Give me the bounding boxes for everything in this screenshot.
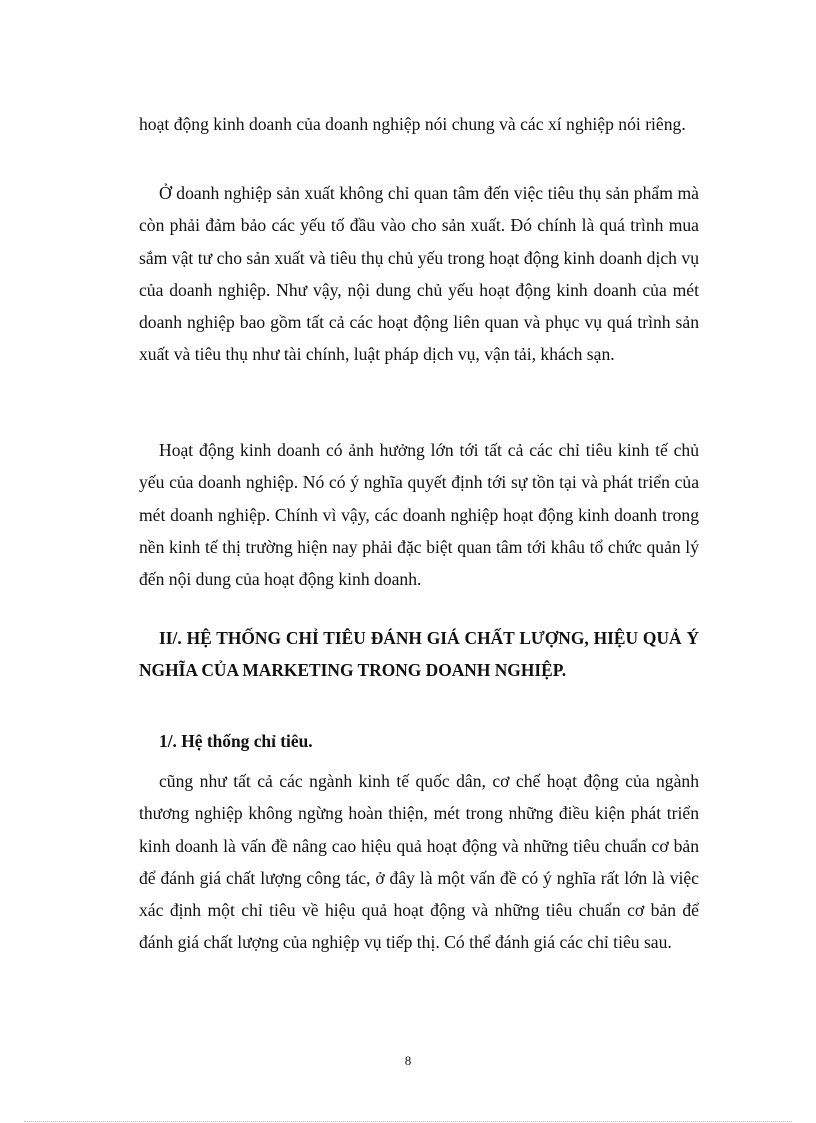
subsection-heading: 1/. Hệ thống chỉ tiêu. xyxy=(159,731,313,751)
paragraph-indicators: cũng như tất cả các ngành kinh tế quốc dân, cơ chế hoạt động của ngành thương nghiệp không ngừng hoàn thiện, mét trong những điều kiện phát triển kinh doanh là vấn đề nâng cao hiệu quả hoạt động và những tiêu chuẩn cơ bản để đánh giá chất lượng công tác, ở đây là một vấn đề có ý nghĩa rất lớn là việc xác định một chỉ tiêu về hiệu quả hoạt động và những tiêu chuẩn cơ bản để đánh giá chất lượng của nghiệp vụ tiếp thị. Có thể đánh giá các chỉ tiêu sau. xyxy=(139,771,699,953)
footer-divider xyxy=(24,1121,792,1122)
paragraph-production-enterprise: Ở doanh nghiệp sản xuất không chỉ quan tâm đến việc tiêu thụ sản phẩm mà còn phải đảm bảo các yếu tố đầu vào cho sản xuất. Đó chính là quá trình mua sắm vật tư cho sản xuất và tiêu thụ chủ yếu trong hoạt động kinh doanh dịch vụ của doanh nghiệp. Như vậy, nội dung chủ yếu hoạt động kinh doanh của mét doanh nghiệp bao gồm tất cả các hoạt động liên quan và phục vụ quá trình sản xuất và tiêu thụ như tài chính, luật pháp dịch vụ, vận tải, khách sạn. xyxy=(139,183,699,365)
page-number: 8 xyxy=(404,1053,412,1068)
section-heading: II/. HỆ THỐNG CHỈ TIÊU ĐÁNH GIÁ CHẤT LƯỢNG, HIỆU QUẢ Ý NGHĨA CỦA MARKETING TRONG DOANH NGHIỆP. xyxy=(139,628,699,681)
paragraph-continuation: hoạt động kinh doanh của doanh nghiệp nói chung và các xí nghiệp nói riêng. xyxy=(139,114,686,134)
paragraph-business-impact: Hoạt động kinh doanh có ảnh hưởng lớn tới tất cả các chỉ tiêu kinh tế chủ yếu của doanh nghiệp. Nó có ý nghĩa quyết định tới sự tồn tại và phát triển của mét doanh nghiệp. Chính vì vậy, các doanh nghiệp hoạt động kinh doanh trong nền kinh tế thị trường hiện nay phải đặc biệt quan tâm tới khâu tổ chức quản lý đến nội dung của hoạt động kinh doanh. xyxy=(139,440,699,590)
